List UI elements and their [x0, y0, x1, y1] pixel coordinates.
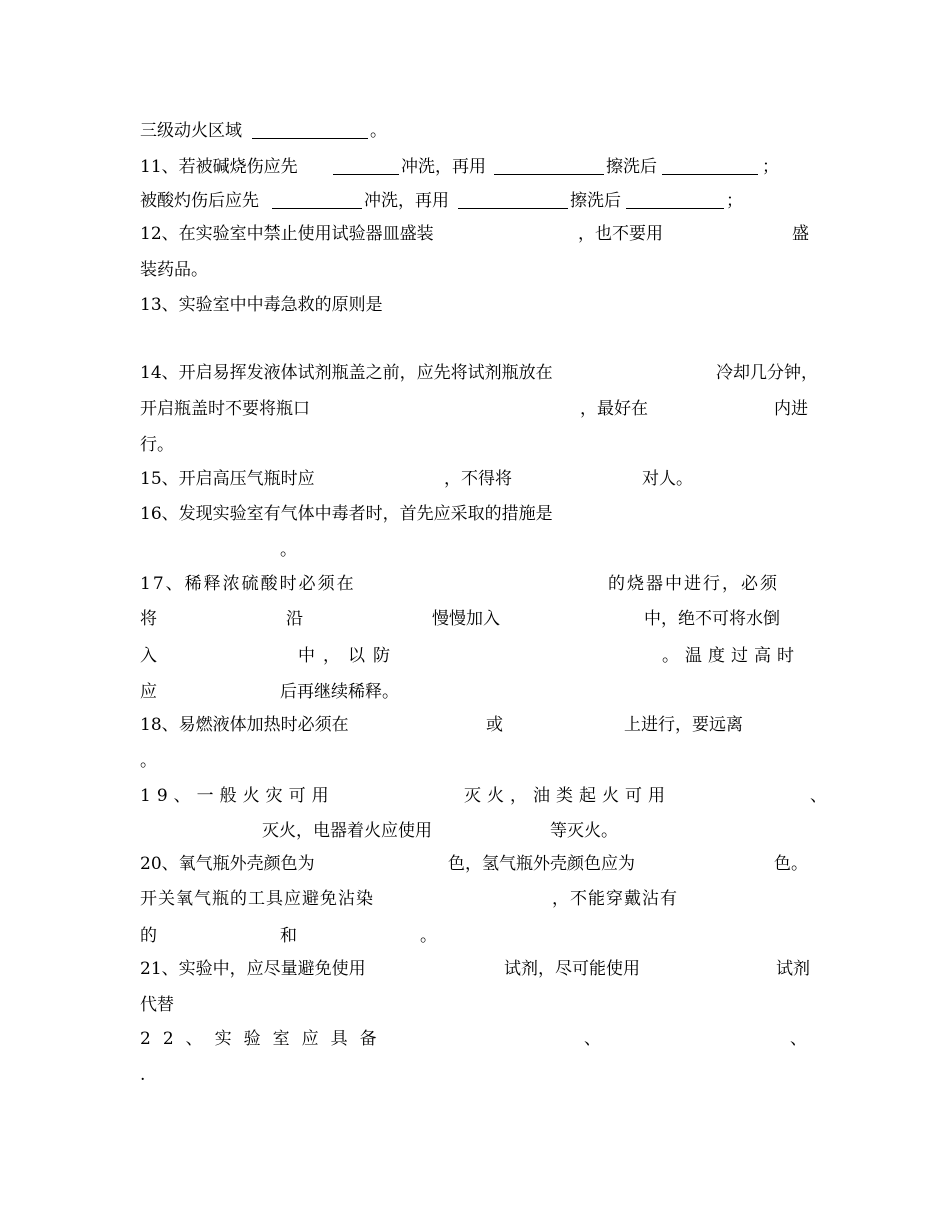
text-line: 冷却几分钟， — [716, 363, 818, 383]
question-22: 22、实验室应具备 — [140, 1029, 389, 1049]
text-line: 。 — [420, 926, 437, 946]
text-line: 、 — [810, 786, 827, 806]
text-line: 灭火，电器着火应使用 — [262, 821, 432, 841]
text-line: 将 — [140, 609, 157, 629]
text-line: 代替 — [140, 995, 174, 1015]
text-line: 被酸灼伤后应先 — [140, 191, 259, 211]
blank-underline — [662, 174, 758, 175]
text-line: 行。 — [140, 435, 174, 455]
text-line: 和 — [280, 926, 297, 946]
blank-underline — [252, 138, 368, 139]
text-line: 开启瓶盖时不要将瓶口 — [140, 399, 310, 419]
question-11: 11、若被碱烧伤应先 — [140, 157, 298, 177]
text-line: 、 — [790, 1029, 807, 1049]
text-line: ，不得将 — [444, 469, 512, 489]
text-line: 应 — [140, 682, 157, 702]
text-line: 冲洗，再用 — [364, 191, 449, 211]
blank-underline — [333, 174, 399, 175]
question-21: 21、实验中，应尽量避免使用 — [140, 959, 366, 979]
text-line: 三级动火区域 — [140, 121, 242, 141]
text-line: ； — [762, 157, 779, 177]
question-15: 15、开启高压气瓶时应 — [140, 469, 315, 489]
question-20: 20、氧气瓶外壳颜色为 — [140, 854, 315, 874]
text-line: 。 — [140, 751, 157, 771]
text-line: 色。 — [774, 854, 808, 874]
text-line: 对人。 — [642, 469, 693, 489]
text-line: 上进行，要远离 — [624, 715, 743, 735]
blank-underline — [494, 174, 604, 175]
text-line: 盛 — [792, 224, 809, 244]
text-line: 试剂，尽可能使用 — [504, 959, 640, 979]
question-14: 14、开启易挥发液体试剂瓶盖之前，应先将试剂瓶放在 — [140, 363, 553, 383]
text-line: ，最好在 — [580, 399, 648, 419]
text-line: 装药品。 — [140, 260, 208, 280]
question-17: 17、稀释浓硫酸时必须在 — [140, 574, 356, 594]
question-13: 13、实验室中中毒急救的原则是 — [140, 295, 383, 315]
text-line: 内进 — [774, 399, 808, 419]
text-line: 开关氧气瓶的工具应避免沾染 — [140, 889, 374, 909]
text-line: 沿 — [286, 609, 303, 629]
text-line: 、 — [584, 1029, 601, 1049]
text-line: . — [140, 1065, 146, 1085]
text-line: 冲洗，再用 — [401, 157, 486, 177]
text-line: ，也不要用 — [578, 224, 663, 244]
text-line: 色，氢气瓶外壳颜色应为 — [448, 854, 635, 874]
text-line: 擦洗后 — [570, 191, 621, 211]
text-line: 灭火，油类起火可用 — [464, 786, 671, 806]
text-line: 的 — [140, 926, 157, 946]
text-line: 的烧器中进行，必须 — [608, 574, 779, 594]
text-line: 中，绝不可将水倒 — [644, 609, 780, 629]
blank-underline — [626, 208, 724, 209]
text-line: 或 — [486, 715, 503, 735]
blank-underline — [272, 208, 362, 209]
text-line: 中，以防 — [298, 646, 398, 666]
text-line: 等灭火。 — [550, 821, 618, 841]
text-line: ； — [726, 191, 743, 211]
text-line: 入 — [140, 646, 157, 666]
blank-underline — [458, 208, 568, 209]
question-19: 19、一般火灾可用 — [140, 786, 335, 806]
question-12: 12、在实验室中禁止使用试验器皿盛装 — [140, 224, 434, 244]
text-line: 擦洗后 — [606, 157, 657, 177]
text-line: 。 — [370, 121, 387, 141]
text-line: ，不能穿戴沾有 — [552, 889, 678, 909]
text-line: 。 — [280, 540, 297, 560]
text-line: 试剂 — [776, 959, 810, 979]
text-line: 后再继续稀释。 — [280, 682, 399, 702]
question-18: 18、易燃液体加热时必须在 — [140, 715, 349, 735]
text-line: 慢慢加入 — [432, 609, 500, 629]
text-line: 。温度过高时 — [662, 646, 800, 666]
question-16: 16、发现实验室有气体中毒者时，首先应采取的措施是 — [140, 504, 553, 524]
